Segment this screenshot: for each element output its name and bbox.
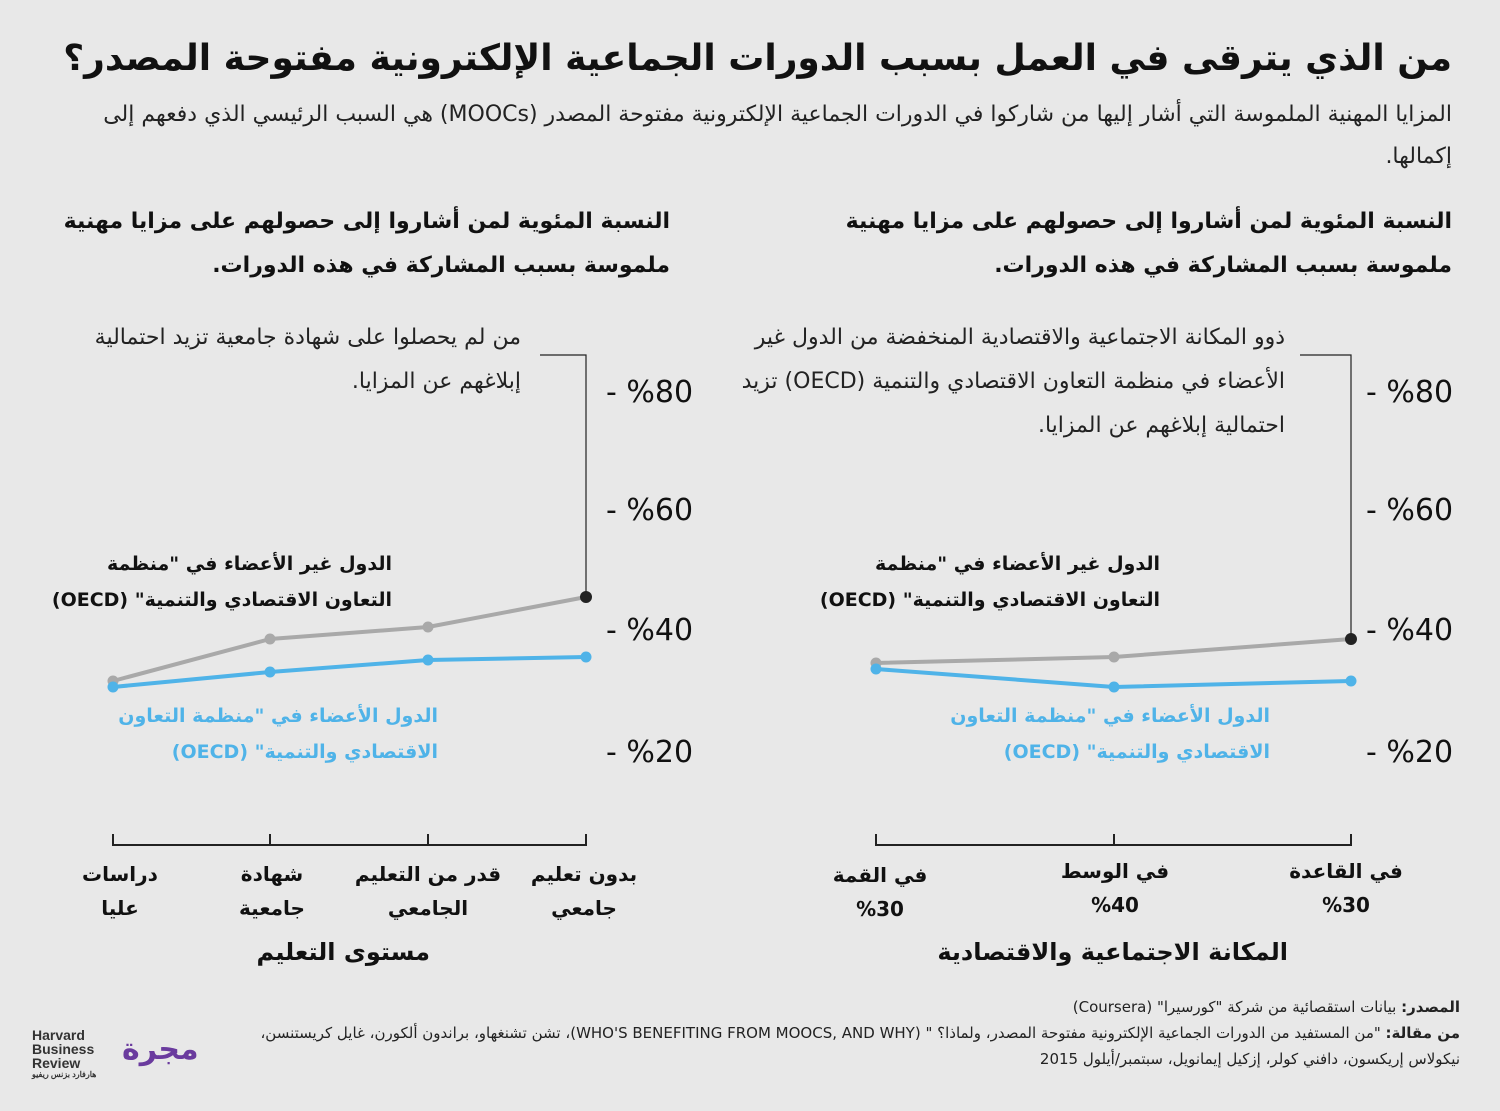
- page-title: من الذي يترقى في العمل بسبب الدورات الجماعية الإلكترونية مفتوحة المصدر؟: [63, 38, 1452, 79]
- data-point-oecd: [871, 664, 882, 675]
- data-point-non-oecd: [1109, 652, 1120, 663]
- header-area: [30, 36, 1452, 448]
- ytick: - %20: [1366, 735, 1454, 770]
- data-point-non-oecd: [1345, 633, 1357, 645]
- majarra-logo: مجرة: [122, 1032, 199, 1067]
- chart-headers: [30, 200, 1452, 448]
- data-point-oecd: [1109, 682, 1120, 693]
- legend-non-oecd-socioeconomic: الدول غير الأعضاء في "منظمة التعاون الاقتصادي والتنمية" (OECD): [819, 553, 1160, 611]
- ytick: - %80: [1366, 375, 1454, 410]
- data-point-oecd: [1346, 676, 1357, 687]
- data-point-non-oecd: [423, 622, 434, 633]
- data-point-oecd: [581, 652, 592, 663]
- data-point-non-oecd: [580, 591, 592, 603]
- xtick-label: بدون تعليم جامعي: [530, 862, 638, 920]
- chart-header-socioeconomic: [741, 200, 1452, 448]
- data-point-oecd: [423, 655, 434, 666]
- hbr-logo: Harvard Business Review هارفارد بزنس ريفيو: [32, 1027, 97, 1079]
- xtick-label: في القمة %30: [832, 863, 928, 921]
- legend-non-oecd-education: الدول غير الأعضاء في "منظمة التعاون الاقتصادي والتنمية" (OECD): [51, 553, 392, 611]
- xtick-label: دراسات عليا: [82, 862, 158, 920]
- data-point-oecd: [265, 667, 276, 678]
- x-axis-title-socioeconomic: المكانة الاجتماعية والاقتصادية: [937, 938, 1288, 966]
- xtick-label: شهادة جامعية: [239, 862, 305, 920]
- chart-header-education: [30, 200, 670, 448]
- xtick-label: في الوسط %40: [1060, 859, 1170, 917]
- subtitle: المزايا المهنية الملموسة التي أشار إليها من شاركوا في الدورات الجماعية الإلكترونية مفتوحة المصدر (MOOCs) هي السبب الرئيسي الذي دفعهم إلى إكمالها.: [103, 102, 1452, 169]
- ytick: - %60: [606, 493, 694, 528]
- chart-title-education: النسبة المئوية لمن أشاروا إلى حصولهم على مزايا مهنية ملموسة بسبب المشاركة في هذه الدورات.: [63, 209, 670, 278]
- legend-oecd-socioeconomic: الدول الأعضاء في "منظمة التعاون الاقتصادي والتنمية" (OECD): [950, 705, 1270, 763]
- source-note: المصدر: بيانات استقصائية من شركة "كورسيرا" (Coursera) من مقالة: "من المستفيد من الدورات الجماعية الإلكترونية مفتوحة المصدر، ولماذا؟ " (WHO'S BENEFITING FROM MOOCS, AND WHY)، تشن تشنغهاو، براندون ألكورن، غايل كريستنسن، نيكولاس إريكسون، دافني كولر، إزكيل إيمانويل، سبتمبر/أيلول 2015: [260, 998, 1460, 1068]
- ytick: - %40: [1366, 613, 1454, 648]
- legend-oecd-education: الدول الأعضاء في "منظمة التعاون الاقتصادي والتنمية" (OECD): [118, 705, 438, 763]
- annotation-socioeconomic: ذوو المكانة الاجتماعية والاقتصادية المنخفضة من الدول غير الأعضاء في منظمة التعاون الاقتصادي والتنمية (OECD) تزيد احتمالية إبلاغهم عن المزايا.: [741, 325, 1285, 438]
- chart-title-socioeconomic: النسبة المئوية لمن أشاروا إلى حصولهم على مزايا مهنية ملموسة بسبب المشاركة في هذه الدورات.: [845, 209, 1452, 278]
- ytick: - %40: [606, 613, 694, 648]
- annotation-education: من لم يحصلوا على شهادة جامعية تزيد احتمالية إبلاغهم عن المزايا.: [94, 325, 521, 394]
- data-point-oecd: [108, 682, 119, 693]
- xtick-label: في القاعدة %30: [1289, 859, 1403, 917]
- x-axis-title-education: مستوى التعليم: [256, 938, 430, 966]
- ytick: - %80: [606, 375, 694, 410]
- xtick-label: قدر من التعليم الجامعي: [354, 862, 502, 920]
- ytick: - %60: [1366, 493, 1454, 528]
- data-point-non-oecd: [265, 634, 276, 645]
- ytick: - %20: [606, 735, 694, 770]
